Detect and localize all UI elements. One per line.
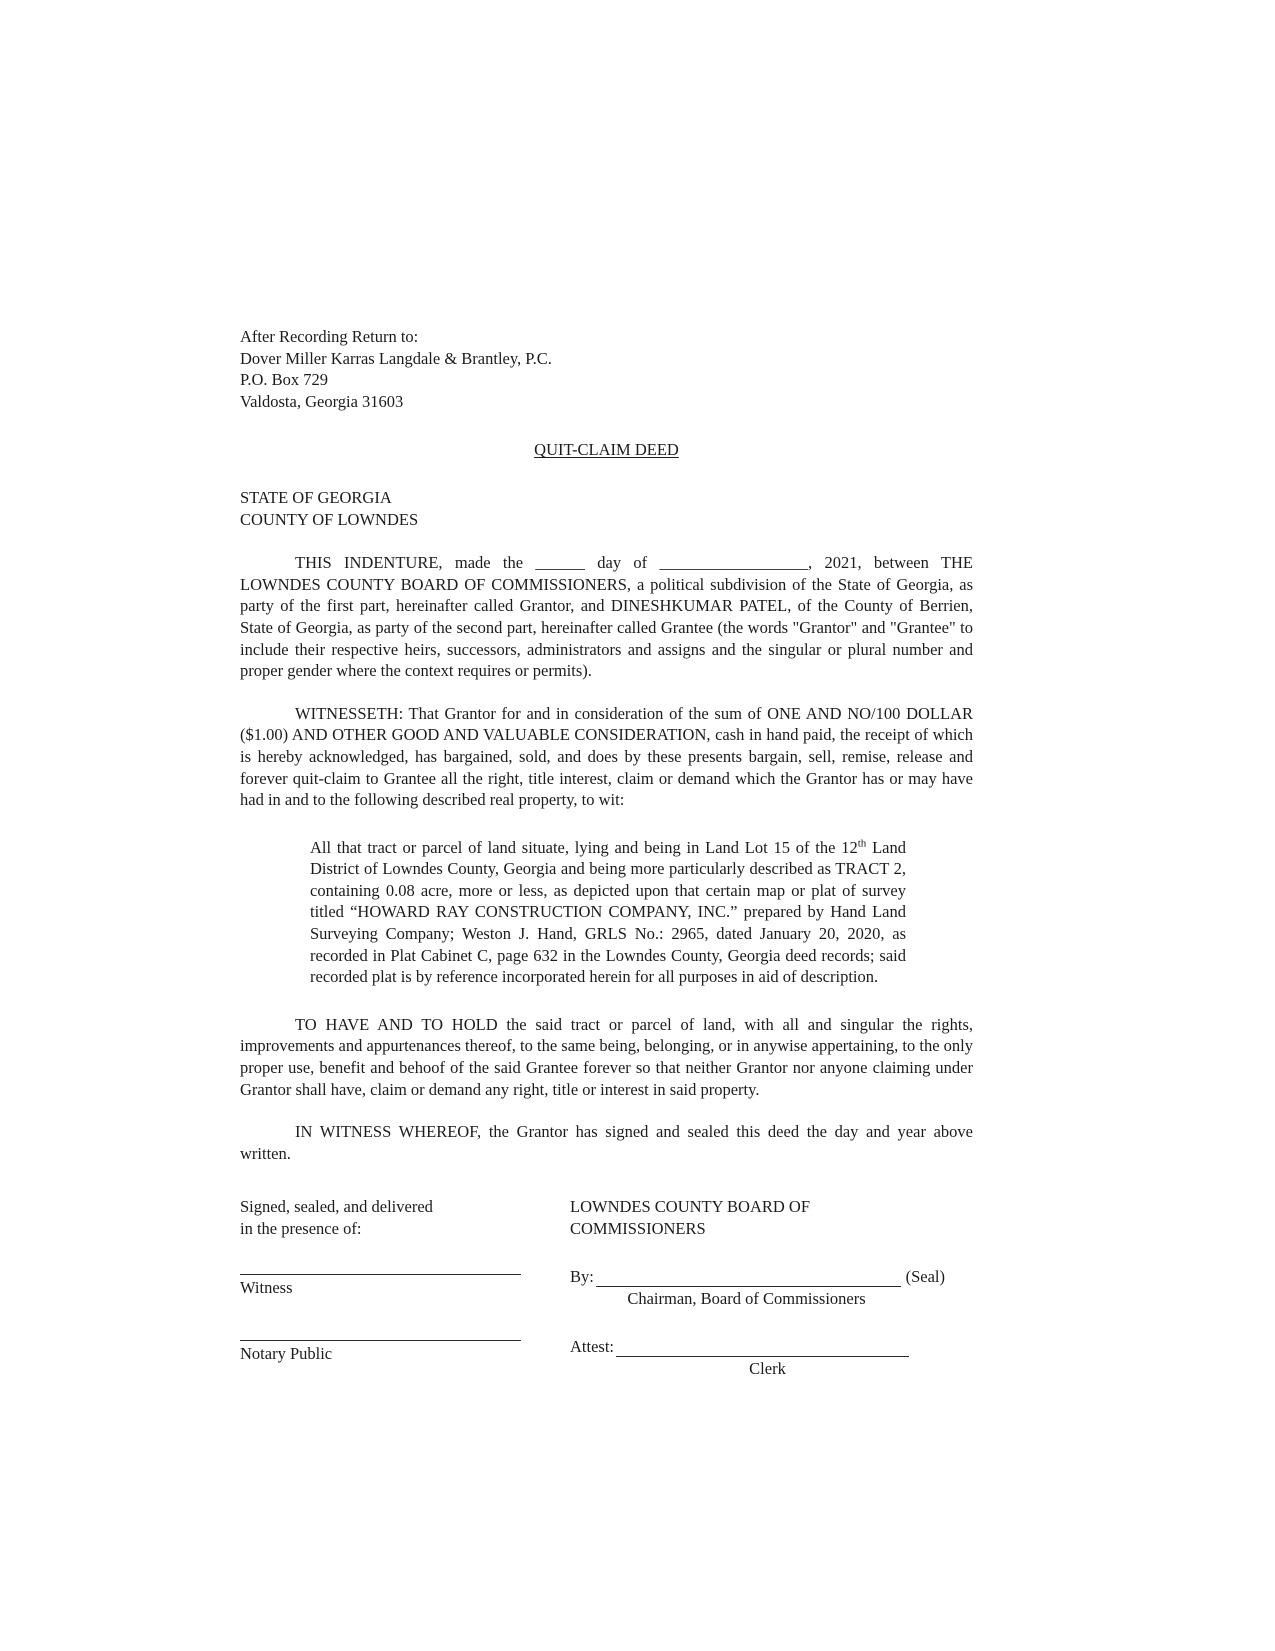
return-address-line-2: Dover Miller Karras Langdale & Brantley, P.C. [240,348,552,368]
county-line: COUNTY OF LOWNDES [240,509,419,529]
chairman-signature-line [596,1283,901,1287]
attest-label: Attest: [570,1336,614,1356]
return-address-block [240,326,973,412]
witnesseth-paragraph: WITNESSETH: That Grantor for and in consideration of the sum of ONE AND NO/100 DOLLAR ($1.00) AND OTHER GOOD AND VALUABLE CONSIDERATION, cash in hand paid, the receipt of which is hereby acknowledged, has bargained, sold, and does by these presents bargain, sell, remise, release and forever quit-claim to Grantee all the right, title interest, claim or demand which the Grantor has or may have had in and to the following described real property, to wit: [240,703,973,810]
witness-column [240,1196,570,1380]
attest-signature-row [570,1336,909,1358]
venue-block [240,487,973,530]
witness-signature-line [240,1274,521,1275]
witness-whereof-paragraph: IN WITNESS WHEREOF, the Grantor has signed and sealed this deed the day and year above written. [240,1122,973,1163]
grantor-name-line-2: COMMISSIONERS [570,1219,706,1238]
clerk-signature-line [616,1353,909,1357]
presence-line-1: Signed, sealed, and delivered [240,1197,433,1217]
property-description-text: All that tract or parcel of land situate, lying and being in Land Lot 15 of the 12 [310,837,858,857]
state-line: STATE OF GEORGIA [240,487,392,507]
return-address-line-4: Valdosta, Georgia 31603 [240,391,404,411]
notary-signature-line [240,1340,521,1341]
grantor-column [570,1196,973,1380]
property-description-paragraph [310,837,906,988]
by-signature-row [570,1266,945,1288]
chairman-title-label: Chairman, Board of Commissioners [627,1289,866,1309]
signature-section [240,1196,973,1380]
return-address-line-1: After Recording Return to: [240,327,419,346]
document-title [240,439,973,461]
notary-public-label: Notary Public [240,1344,333,1364]
property-description-text-continued: Land District of Lowndes County, Georgia and being more particularly described as TRACT 2, containing 0.08 acre, more or less, as depicted upon that certain map or plat of survey titled “HOWARD RAY CONSTRUCTION COMPANY, INC.” prepared by Hand Land Surveying Company; Weston J. Hand, GRLS No.: 2965, dated January 20, 2020, as recorded in Plat Cabinet C, page 632 in the Lowndes County, Georgia deed records; said recorded plat is by reference incorporated herein for all purposes in aid of description. [310,837,906,987]
ordinal-superscript: th [857,837,867,850]
habendum-paragraph: TO HAVE AND TO HOLD the said tract or parcel of land, with all and singular the rights, improvements and appurtenances thereof, to the same being, belonging, or in anywise appertaining, to the only proper use, benefit and behoof of the said Grantee forever so that neither Grantor nor anyone claiming under Grantor shall have, claim or demand any right, title or interest in said property. [240,1014,973,1099]
clerk-title-label: Clerk [749,1359,786,1379]
presence-line-2: in the presence of: [240,1219,362,1238]
grantor-name-line-1: LOWNDES COUNTY BOARD OF [570,1197,811,1217]
return-address-line-3: P.O. Box 729 [240,370,329,390]
by-label: By: [570,1266,594,1286]
indenture-paragraph: THIS INDENTURE, made the ______ day of __________________, 2021, between THE LOWNDES COUNTY BOARD OF COMMISSIONERS, a political subdivision of the State of Georgia, as party of the first part, hereinafter called Grantor, and DINESHKUMAR PATEL, of the County of Berrien, State of Georgia, as party of the second part, hereinafter called Grantee (the words "Grantor" and "Grantee" to include their respective heirs, successors, administrators and assigns and the singular or plural number and proper gender where the context requires or permits). [240,553,973,681]
seal-label: (Seal) [905,1266,945,1286]
document-title-text: QUIT-CLAIM DEED [534,440,679,460]
witness-label: Witness [240,1277,293,1297]
